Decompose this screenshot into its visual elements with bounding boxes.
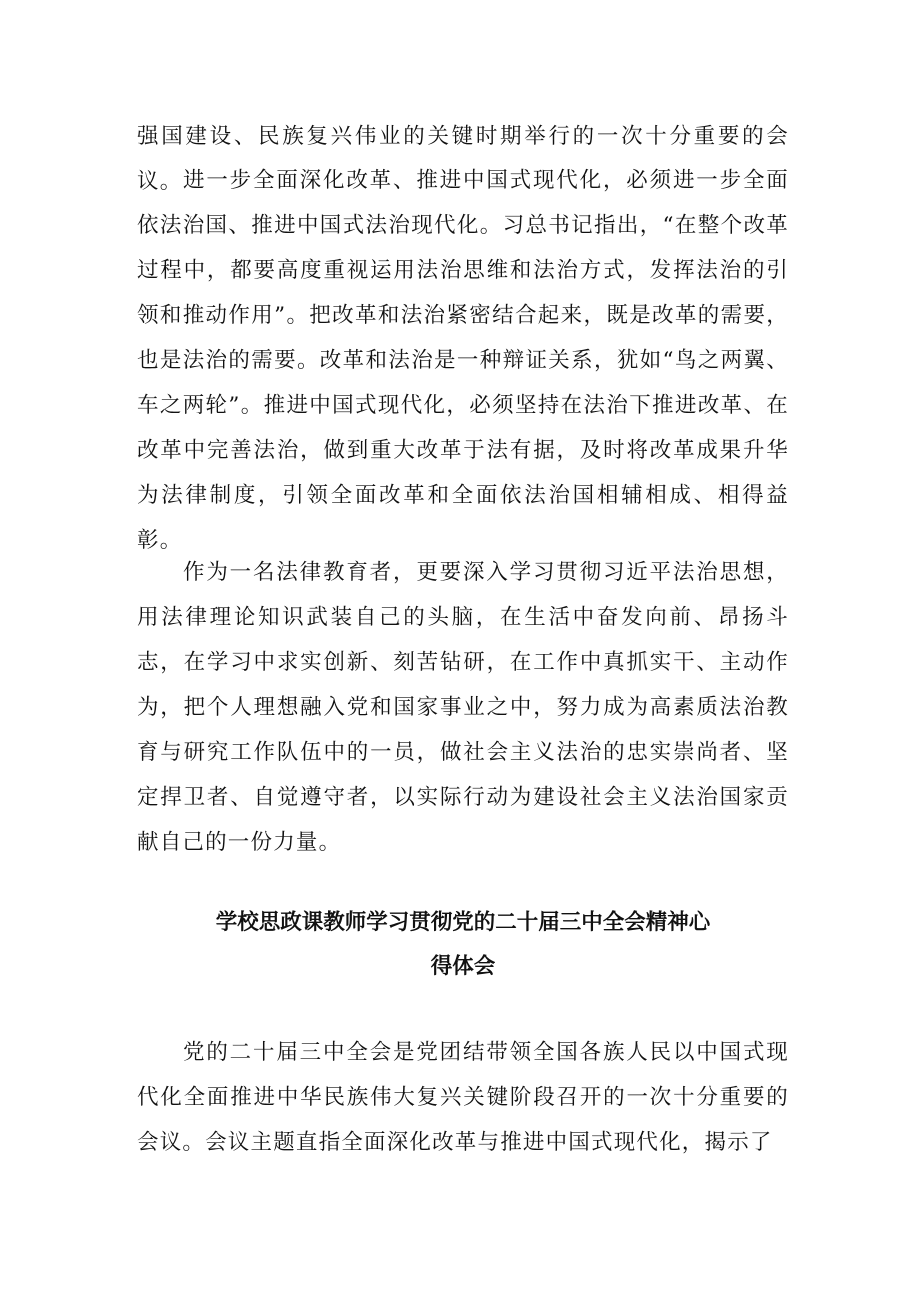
- section-paragraph: 党的二十届三中全会是党团结带领全国各族人民以中国式现代化全面推进中华民族伟大复兴关键阶段召开的一次十分重要的会议。会议主题直指全面深化改革与推进中国式现代化，揭示了: [137, 1040, 789, 1155]
- section-title-line-1: 学校思政课教师学习贯彻党的二十届三中全会精神心: [215, 910, 711, 935]
- section-title-line-2: 得体会: [430, 954, 496, 979]
- paragraph-continuation: 强国建设、民族复兴伟业的关键时期举行的一次十分重要的会议。: [137, 124, 789, 194]
- paragraph-reform-and-rule-of-law: 进一步全面深化改革、推进中国式现代化，必须进一步全面依法治国、推进中国式法治现代化。习总书记指出，“在整个改革过程中，都要高度重视运用法治思维和法治方式，发挥法治的引领和推动作用”。把改革和法治紧密结合起来，既是改革的需要，也是法治的需要。改革和法治是一种辩证关系，犹如“鸟之两翼、车之两轮”。推进中国式现代化，必须坚持在法治下推进改革、在改革中完善法治，做到重大改革于法有据，及时将改革成果升华为法律制度，引领全面改革和全面依法治国相辅相成、相得益彰。: [137, 168, 789, 553]
- paragraph-legal-educator: 作为一名法律教育者，更要深入学习贯彻习近平法治思想，用法律理论知识武装自己的头脑，在生活中奋发向前、昂扬斗志，在学习中求实创新、刻苦钻研，在工作中真抓实干、主动作为，把个人理想融入党和国家事业之中，努力成为高素质法治教育与研究工作队伍中的一员，做社会主义法治的忠实崇尚者、坚定捍卫者、自觉遵守者，以实际行动为建设社会主义法治国家贡献自己的一份力量。: [137, 560, 789, 855]
